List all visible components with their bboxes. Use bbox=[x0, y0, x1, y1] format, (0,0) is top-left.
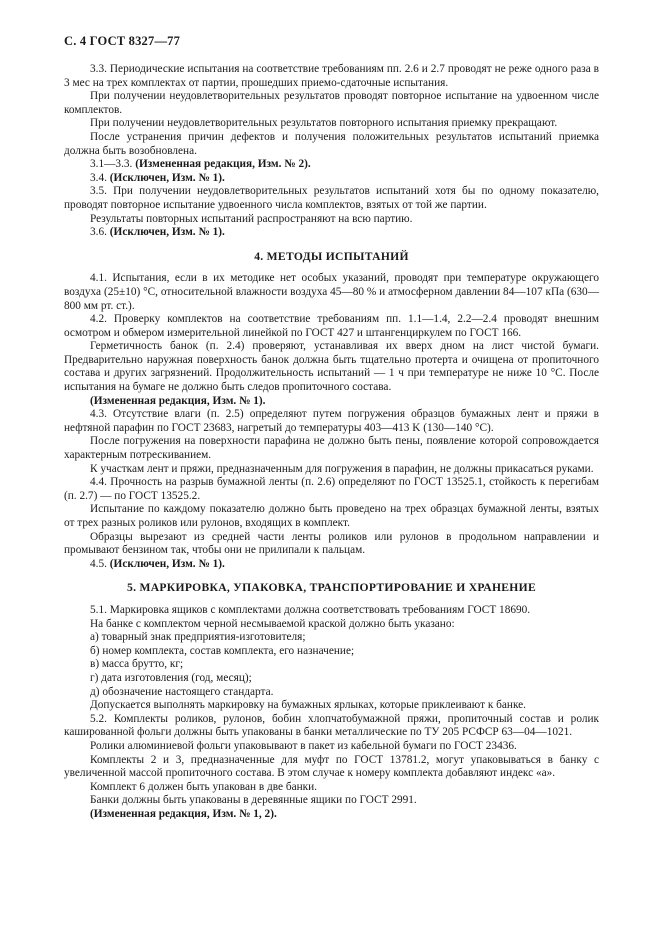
paragraph: После погружения на поверхности парафина не должно быть пены, появление которой сопровождается характерным потрескиванием. bbox=[64, 435, 599, 462]
running-header: С. 4 ГОСТ 8327—77 bbox=[64, 34, 181, 48]
amendment-note: (Измененная редакция, Изм. № 1). bbox=[90, 394, 266, 407]
paragraph: После устранения причин дефектов и получения положительных результатов испытаний приемка должна быть возобновлена. bbox=[64, 130, 599, 157]
paragraph: Комплекты 2 и 3, предназначенные для муфт по ГОСТ 13781.2, могут упаковываться в банку с увеличенной массой пропиточного состава. В этом случае к номеру комплекта добавляют индекс «а». bbox=[64, 753, 599, 780]
section-heading: 4. МЕТОДЫ ИСПЫТАНИЙ bbox=[254, 249, 409, 263]
paragraph: Допускается выполнять маркировку на бумажных ярлыках, которые приклеивают к банке. bbox=[90, 699, 526, 712]
paragraph: 5.2. Комплекты роликов, рулонов, бобин хлопчатобумажной пряжи, пропиточный состав и ролик кашированной фольги должны быть упакованы в банки металлические по ТУ 205 РСФСР 63—04—1021. bbox=[64, 712, 599, 739]
paragraph: На банке с комплектом черной несмываемой краской должно быть указано: bbox=[90, 617, 455, 630]
paragraph: Банки должны быть упакованы в деревянные ящики по ГОСТ 2991. bbox=[90, 794, 417, 807]
paragraph: 3.5. При получении неудовлетворительных результатов испытаний хотя бы по одному показателю, проводят повторное испытание удвоенного числа комплектов, взятых от той же партии. bbox=[64, 185, 599, 211]
amendment-note: (Измененная редакция, Изм. № 2). bbox=[135, 158, 311, 171]
section-heading: 5. МАРКИРОВКА, УПАКОВКА, ТРАНСПОРТИРОВАНИЕ И ХРАНЕНИЕ bbox=[127, 581, 536, 595]
list-item: г) дата изготовления (год, месяц); bbox=[90, 671, 252, 684]
clause-note bbox=[64, 172, 599, 186]
amendment-note: (Измененная редакция, Изм. № 1, 2). bbox=[90, 807, 277, 820]
paragraph: 4.1. Испытания, если в их методике нет особых указаний, проводят при температуре окружающего воздуха (25±10) °С, относительной влажности воздуха 45—80 % и атмосферном давлении 84—107 кПа (630—800 мм рт. ст.). bbox=[64, 272, 599, 312]
paragraph: Образцы вырезают из средней части ленты роликов или рулонов в продольном направлении и промывают бензином так, чтобы они не прилипали к пальцам. bbox=[64, 530, 599, 557]
amendment-note: (Исключен, Изм. № 1). bbox=[109, 557, 225, 570]
clause-number: 3.1—3.3. bbox=[90, 158, 133, 171]
paragraph: 4.3. Отсутствие влаги (п. 2.5) определяют путем погружения образцов бумажных лент и пряжи в нефтяной парафин по ГОСТ 23683, нагретый до температуры 403—413 K (130—140 °С). bbox=[64, 408, 599, 434]
paragraph: Ролики алюминиевой фольги упаковывают в пакет из кабельной бумаги по ГОСТ 23436. bbox=[90, 739, 517, 752]
paragraph: Герметичность банок (п. 2.4) проверяют, устанавливая их вверх дном на лист чистой бумаги. Предварительно наружная поверхность банок должна быть тщательно протерта и очищена от пропиточного состава и других загрязнений. Продолжительность испытаний — 1 ч при температуре не ниже 10 °С. После испытания на бумаге не должно быть следов пропиточного состава. bbox=[64, 340, 599, 394]
clause-note bbox=[64, 158, 599, 172]
clause-number: 3.6. bbox=[90, 226, 107, 239]
amendment-note: (Исключен, Изм. № 1). bbox=[109, 226, 225, 239]
paragraph: Комплект 6 должен быть упакован в две банки. bbox=[90, 780, 318, 793]
paragraph: При получении неудовлетворительных результатов повторного испытания приемку прекращают. bbox=[90, 117, 558, 130]
list-item: б) номер комплекта, состав комплекта, его назначение; bbox=[90, 644, 355, 657]
paragraph: 3.3. Периодические испытания на соответствие требованиям пп. 2.6 и 2.7 проводят не реже одного раза в 3 мес на трех комплектах от партии, прошедших приемо-сдаточные испытания. bbox=[64, 63, 599, 89]
list-item: а) товарный знак предприятия-изготовителя; bbox=[90, 631, 306, 644]
list-item: в) масса брутто, кг; bbox=[90, 658, 184, 671]
clause-note bbox=[64, 226, 599, 240]
list-item: д) обозначение настоящего стандарта. bbox=[90, 685, 274, 698]
clause-number: 4.5. bbox=[90, 557, 107, 570]
paragraph: При получении неудовлетворительных результатов проводят повторное испытание на удвоенном числе комплектов. bbox=[64, 90, 599, 116]
amendment-note: (Исключен, Изм. № 1). bbox=[109, 171, 225, 184]
paragraph: Результаты повторных испытаний распространяют на всю партию. bbox=[90, 212, 413, 225]
paragraph: 5.1. Маркировка ящиков с комплектами должна соответствовать требованиям ГОСТ 18690. bbox=[90, 603, 531, 616]
clause-note bbox=[64, 558, 599, 572]
paragraph: 4.4. Прочность на разрыв бумажной ленты (п. 2.6) определяют по ГОСТ 13525.1, стойкость к перегибам (п. 2.7) — по ГОСТ 13525.2. bbox=[64, 476, 599, 502]
paragraph: 4.2. Проверку комплектов на соответствие требованиям пп. 1.1—1.4, 2.2—2.4 проводят внешним осмотром и обмером измерительной линейкой по ГОСТ 427 и штангенциркулем по ГОСТ 166. bbox=[64, 313, 599, 339]
document-body bbox=[64, 63, 599, 821]
paragraph: К участкам лент и пряжи, предназначенным для погружения в парафин, не должны прикасаться руками. bbox=[90, 462, 594, 475]
clause-number: 3.4. bbox=[90, 171, 107, 184]
paragraph: Испытание по каждому показателю должно быть проведено на трех образцах бумажной ленты, взятых от трех разных роликов или рулонов, входящих в комплект. bbox=[64, 503, 599, 529]
